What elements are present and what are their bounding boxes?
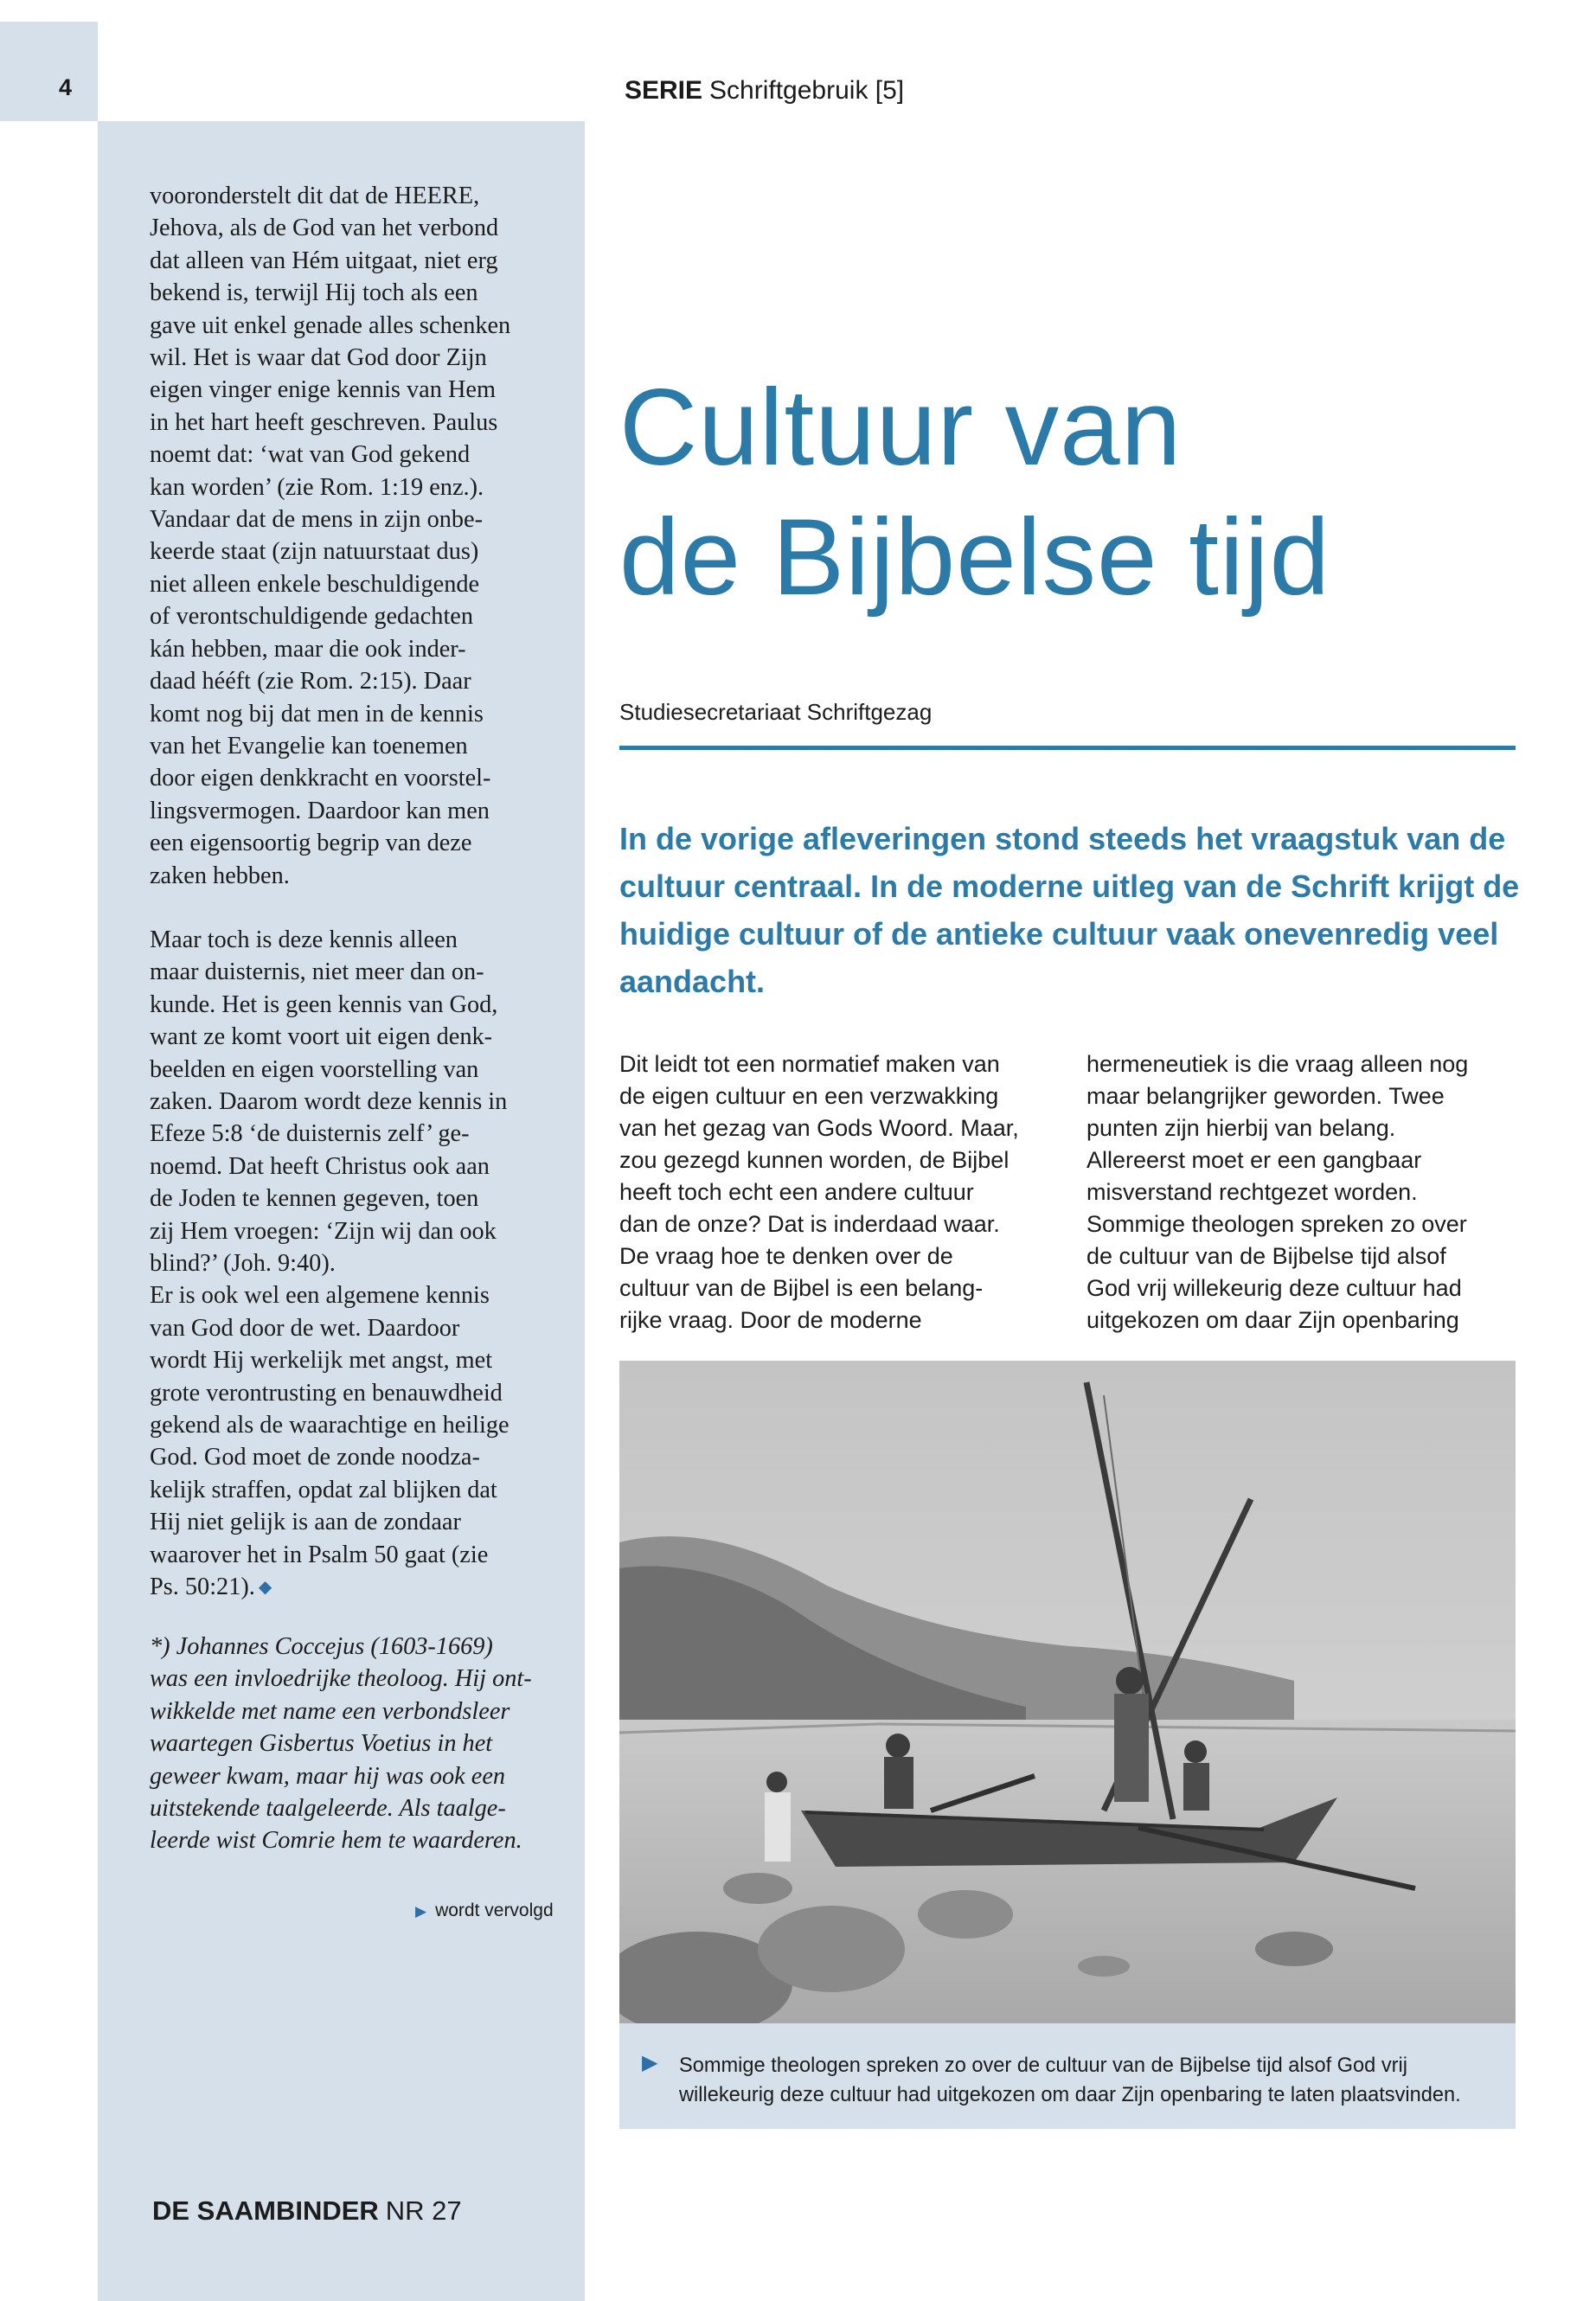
- magazine-name: DE SAAMBINDER: [152, 2195, 379, 2226]
- text-line: kelijk straffen, opdat zal blijken dat: [150, 1476, 497, 1503]
- sidebar-last-line: Ps. 50:21).: [150, 1574, 255, 1601]
- text-line: Efeze 5:8 ‘de duisternis zelf’ ge-: [150, 1120, 470, 1148]
- text-line: uitstekende taalgeleerde. Als taalge-: [150, 1795, 506, 1823]
- text-line: De vraag hoe te denken over de: [619, 1243, 953, 1269]
- text-line: waarover het in Psalm 50 gaat (zie: [150, 1541, 489, 1568]
- text-line: kunde. Het is geen kennis van God,: [150, 990, 498, 1018]
- series-label: SERIE: [625, 76, 703, 105]
- text-line: van het Evangelie kan toenemen: [150, 732, 468, 760]
- text-line: keerde staat (zijn natuurstaat dus): [150, 538, 479, 566]
- text-line: daad hééft (zie Rom. 2:15). Daar: [150, 668, 471, 695]
- photo-caption: [679, 2051, 1501, 2110]
- text-line: maar belangrijker geworden. Twee: [1086, 1083, 1445, 1109]
- sidebar-paragraph-1: [150, 180, 574, 892]
- text-line: blind?’ (Joh. 9:40).: [150, 1250, 336, 1277]
- sidebar-paragraph-3-lines: [150, 1282, 510, 1567]
- text-line: misverstand rechtgezet worden.: [1086, 1179, 1418, 1205]
- text-line: van het gezag van Gods Woord. Maar,: [619, 1115, 1019, 1141]
- text-line: zou gezegd kunnen worden, de Bijbel: [619, 1147, 1010, 1173]
- text-line: waartegen Gisbertus Voetius in het: [150, 1730, 493, 1758]
- text-line: rijke vraag. Door de moderne: [619, 1307, 922, 1333]
- text-line: niet alleen enkele beschuldigende: [150, 570, 480, 598]
- text-line: wil. Het is waar dat God door Zijn: [150, 344, 487, 372]
- sidebar-paragraph-3: [150, 1279, 574, 1604]
- text-line: de cultuur van de Bijbelse tijd alsof: [1086, 1243, 1446, 1269]
- text-line: leerde wist Comrie hem te waarderen.: [150, 1827, 522, 1855]
- series-header: [625, 76, 904, 106]
- article-intro: [619, 815, 1519, 1005]
- article-author: Studiesecretariaat Schriftgezag: [619, 699, 933, 725]
- text-line: de eigen cultuur en een verzwakking: [619, 1083, 999, 1109]
- article-column-1: [619, 1048, 1069, 1336]
- text-line: noemt dat: ‘wat van God gekend: [150, 441, 471, 469]
- text-line: cultuur centraal. In de moderne uitleg van de Schrift krijgt de: [619, 868, 1520, 904]
- title-line-1: Cultuur van: [619, 368, 1183, 488]
- title-divider: [619, 746, 1516, 750]
- end-diamond-icon: ◆: [258, 1578, 272, 1598]
- text-line: God. God moet de zonde noodza-: [150, 1444, 480, 1471]
- triangle-right-icon: ▶: [415, 1903, 427, 1920]
- text-line: komt nog bij dat men in de kennis: [150, 700, 484, 727]
- text-line: zaken hebben.: [150, 862, 290, 889]
- article-column-2: [1086, 1048, 1536, 1336]
- continued-label: wordt vervolgd: [435, 1900, 554, 1920]
- boat-on-lake-photo: [619, 1361, 1516, 2023]
- caption-triangle-icon: ▶: [642, 2051, 658, 2074]
- series-title: Schriftgebruik [5]: [709, 76, 905, 105]
- text-line: gave uit enkel genade alles schenken: [150, 311, 511, 339]
- text-line: kán hebben, maar die ook inder-: [150, 635, 466, 663]
- text-line: eigen vinger enige kennis van Hem: [150, 376, 496, 404]
- text-line: door eigen denkkracht en voorstel-: [150, 765, 491, 792]
- text-line: een eigensoortig begrip van deze: [150, 830, 472, 857]
- text-line: willekeurig deze cultuur had uitgekozen om daar Zijn openbaring te laten plaatsvinden.: [679, 2084, 1461, 2106]
- article-title: [619, 363, 1554, 623]
- text-line: punten zijn hierbij van belang.: [1086, 1115, 1396, 1141]
- footnote-text: [150, 1631, 574, 1857]
- page-number-box: [0, 22, 98, 121]
- magazine-footer: [152, 2195, 462, 2227]
- text-line: heeft toch echt een andere cultuur: [619, 1179, 974, 1205]
- text-line: zaken. Daarom wordt deze kennis in: [150, 1087, 508, 1115]
- text-line: Allereerst moet er een gangbaar: [1086, 1147, 1422, 1173]
- text-line: wordt Hij werkelijk met angst, met: [150, 1347, 493, 1375]
- text-line: dat alleen van Hém uitgaat, niet erg: [150, 247, 498, 274]
- text-line: geweer kwam, maar hij was ook een: [150, 1762, 506, 1790]
- text-line: Maar toch is deze kennis alleen: [150, 926, 458, 953]
- text-line: want ze komt voort uit eigen denk-: [150, 1023, 493, 1051]
- text-line: gekend als de waarachtige en heilige: [150, 1412, 510, 1439]
- text-line: Jehova, als de God van het verbond: [150, 215, 499, 242]
- text-line: In de vorige afleveringen stond steeds het vraagstuk van de: [619, 821, 1506, 856]
- text-line: God vrij willekeurig deze cultuur had: [1086, 1275, 1462, 1301]
- text-line: Sommige theologen spreken zo over: [1086, 1211, 1467, 1237]
- text-line: van God door de wet. Daardoor: [150, 1314, 460, 1342]
- text-line: dan de onze? Dat is inderdaad waar.: [619, 1211, 1000, 1237]
- text-line: beelden en eigen voorstelling van: [150, 1055, 479, 1083]
- text-line: was een invloedrijke theoloog. Hij ont-: [150, 1665, 532, 1693]
- sidebar-paragraph-2: [150, 924, 574, 1279]
- continued-note: [415, 1900, 554, 1921]
- text-line: kan worden’ (zie Rom. 1:19 enz.).: [150, 473, 484, 501]
- text-line: zij Hem vroegen: ‘Zijn wij dan ook: [150, 1217, 497, 1245]
- text-line: in het hart heeft geschreven. Paulus: [150, 408, 498, 436]
- text-line: noemd. Dat heeft Christus ook aan: [150, 1152, 490, 1180]
- text-line: bekend is, terwijl Hij toch als een: [150, 279, 478, 307]
- text-line: aandacht.: [619, 964, 766, 999]
- text-line: lingsvermogen. Daardoor kan men: [150, 797, 490, 824]
- text-line: Dit leidt tot een normatief maken van: [619, 1051, 1000, 1077]
- text-line: Vandaar dat de mens in zijn onbe-: [150, 506, 484, 534]
- text-line: hermeneutiek is die vraag alleen nog: [1086, 1051, 1469, 1077]
- text-line: Sommige theologen spreken zo over de cultuur van de Bijbelse tijd alsof God vrij: [679, 2054, 1407, 2077]
- page-number: 4: [59, 74, 73, 100]
- footnote: [150, 1631, 574, 1857]
- text-line: Er is ook wel een algemene kennis: [150, 1282, 490, 1310]
- title-line-2: de Bijbelse tijd: [619, 497, 1331, 618]
- article-photo: [619, 1361, 1516, 2023]
- text-line: *) Johannes Coccejus (1603-1669): [150, 1633, 493, 1660]
- text-line: cultuur van de Bijbel is een belang-: [619, 1275, 984, 1301]
- text-line: vooronderstelt dit dat de HEERE,: [150, 183, 480, 209]
- sidebar-body: [150, 180, 574, 1604]
- text-line: uitgekozen om daar Zijn openbaring: [1086, 1307, 1459, 1333]
- text-line: de Joden te kennen gegeven, toen: [150, 1185, 479, 1213]
- text-line: Hij niet gelijk is aan de zondaar: [150, 1509, 461, 1536]
- text-line: huidige cultuur of de antieke cultuur vaak onevenredig veel: [619, 916, 1499, 952]
- text-line: maar duisternis, niet meer dan on-: [150, 958, 484, 986]
- text-line: grote verontrusting en benauwdheid: [150, 1379, 503, 1407]
- text-line: of verontschuldigende gedachten: [150, 603, 474, 631]
- text-line: wikkelde met name een verbondsleer: [150, 1697, 510, 1725]
- magazine-issue: NR 27: [385, 2195, 462, 2226]
